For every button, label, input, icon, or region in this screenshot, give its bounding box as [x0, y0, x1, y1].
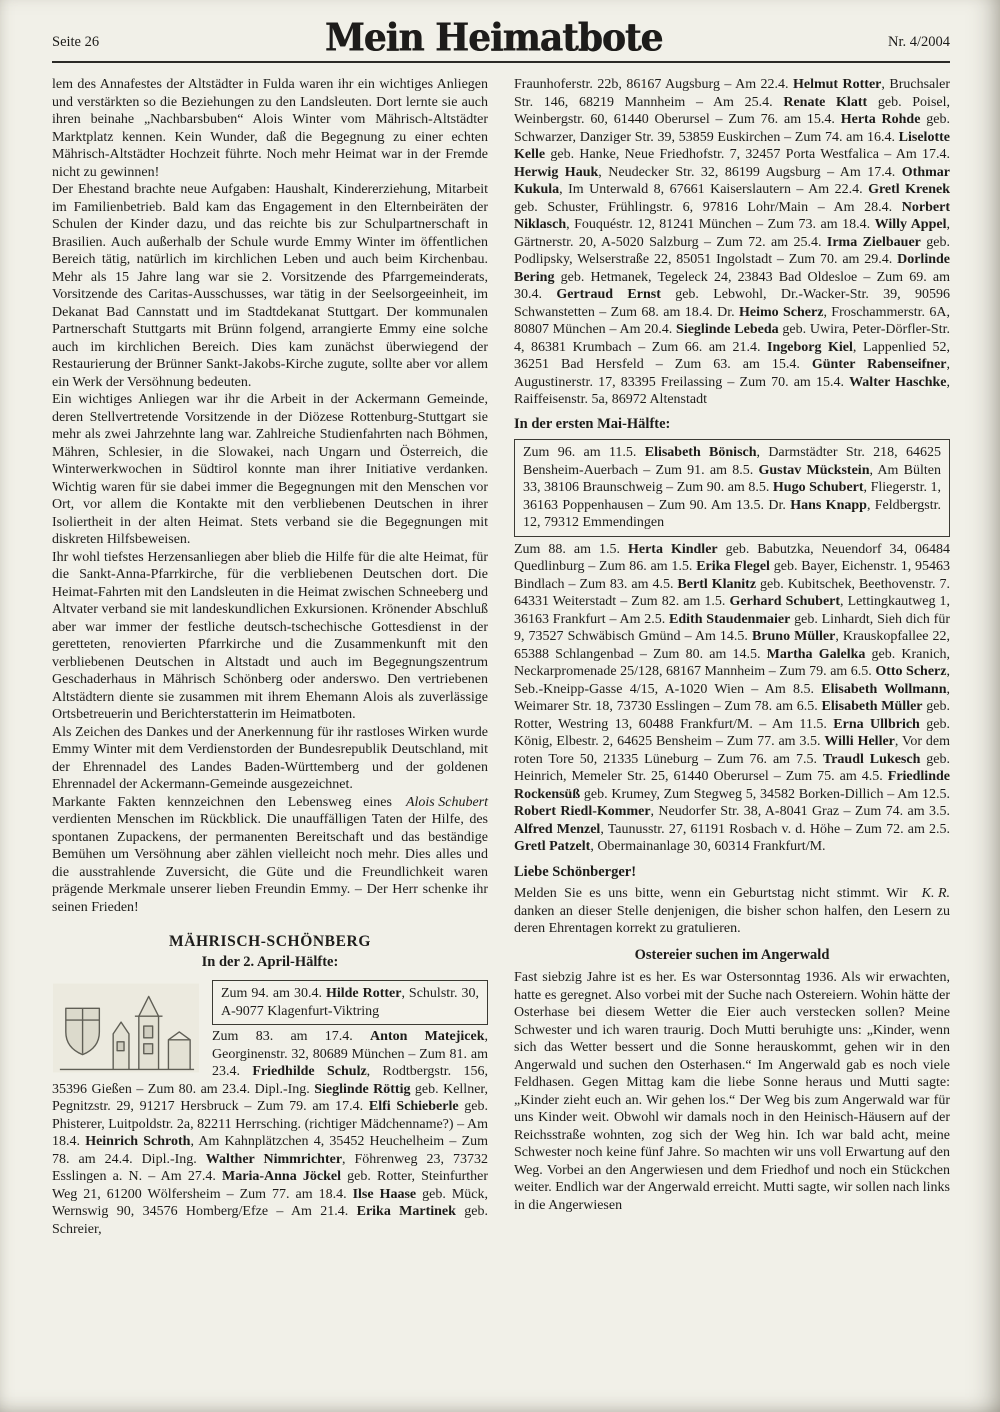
april-birthday-box — [212, 980, 488, 1025]
article-paragraph: lem des Annafestes der Altstädter in Fulda waren ihr ein wichtiges Anliegen und verstärkten so die Beziehungen zu den Landsleuten. Dort lernte sie auch ihren beinahe „Nachbarsbuben“ Alois Winter vom Mährisch-Altstädter Marktplatz kennen. Kein Wunder, daß die Begegnung zu einer echten Mährisch-Altstädter Hochzeit führte. Noch mehr Heimat war in der Fremde nicht zu gewinnen! — [52, 77, 488, 180]
april-subheading: In der 2. April-Hälfte: — [201, 953, 339, 970]
two-column-body — [52, 63, 950, 1238]
mai-entries: Zum 88. am 1.5. Herta Kindler geb. Babutzka, Neuendorf 34, 06484 Quedlinburg – Zum 86. am 1.5. Erika Flegel geb. Bayer, Eichenstr. 1, 95463 Bindlach – Zum 83. am 4.5. Bertl Klanitz geb. Kubitschek, Beethovenstr. 7. 64331 Weiterstadt – Zum 82. am 1.5. Gerhard Schubert, Lettingkautweg 1, 36163 Frankfurt – Am 2.5. Edith Staudenmaier geb. Linhardt, Sieh dich für 9, 73527 Schwäbisch Gmünd – Am 14.5. Bruno Müller, Krauskopfallee 22, 65388 Schlangenbad – Zum 80. am 14.5. Martha Galelka geb. Kranich, Neckarpromenade 25/128, 68167 Mannheim – Zum 79. am 6.5. Otto Scherz, Seb.-Kneipp-Gasse 4/15, A-1020 Wien – Am 8.5. Elisabeth Wollmann, Weimarer Str. 18, 73730 Esslingen – Zum 78. am 6.5. Elisabeth Müller geb. Rotter, Westring 13, 60488 Frankfurt/M. – Am 11.5. Erna Ullbrich geb. König, Elbestr. 2, 64625 Bensheim – Zum 77. am 3.5. Willi Heller, Vor dem roten Tore 50, 21335 Lüneburg – Zum 76. am 7.5. Traudl Lukesch geb. Heinrich, Memeler Str. 25, 61440 Oberursel – Zum 75. am 4.5. Friedlinde Rockensüß geb. Krumey, Zum Stegweg 5, 34582 Borken-Dillich – Am 12.5. Robert Riedl-Kommer, Neudorfer Str. 38, A-8041 Graz – Zum 74. am 3.5. Alfred Menzel, Taunusstr. 27, 61191 Rosbach v. d. Höhe – Zum 72. am 2.5. Gretl Patzelt, Obermainanlage 30, 60314 Frankfurt/M. — [514, 541, 951, 854]
mai-subheading: In der ersten Mai-Hälfte: — [514, 415, 671, 432]
notice-signature: K. R. — [921, 886, 950, 901]
april-box-entry: Zum 94. am 30.4. Hilde Rotter, Schulstr. 30, A-9077 Klagenfurt-Viktring — [221, 986, 480, 1019]
notice-paragraph — [514, 885, 950, 938]
crest-sketch-icon — [52, 982, 200, 1074]
april-entries-left: Zum 83. am 17.4. Anton Matejicek, Georginenstr. 32, 80689 München – Zum 81. am 23.4. Friedhilde Schulz, Rodtbergstr. 156, 35396 Gießen – Zum 80. am 23.4. Dipl.-Ing. Sieglinde Röttig geb. Kellner, Pegnitzstr. 29, 91217 Hersbruck – Zum 79. am 17.4. Elfi Schieberle geb. Phisterer, Luitpoldstr. 2a, 82211 Herrsching. (richtiger Mädchenname?) – Am 18.4. Heinrich Schroth, Am Kahnplätzchen 4, 35452 Heuchelheim – Zum 78. am 24.4. Dipl.-Ing. Walther Nimmrichter, Föhrenweg 23, 73732 Esslingen a. N. – Am 27.4. Maria-Anna Jöckel geb. Rotter, Steinfurther Weg 21, 61200 Wölfersheim – Zum 77. am 18.4. Ilse Haase geb. Mück, Wernswig 90, 34576 Homberg/Efze – Am 21.4. Erika Martinek geb. Schreier, — [52, 1029, 489, 1237]
right-column — [514, 76, 950, 1238]
page-header — [52, 15, 950, 63]
notice-text: Melden Sie es uns bitte, wenn ein Geburtstag nicht stimmt. Wir danken an dieser Stelle denjenigen, die bisher schon halfen, den Lesern zu deren Ehrentagen korrekt zu gratulieren. — [514, 886, 950, 936]
article-signature: Alois Schubert — [405, 794, 488, 810]
story-heading: Ostereier suchen im Angerwald — [634, 946, 830, 963]
masthead-title: Mein Heimatbote — [324, 15, 663, 61]
article-paragraph: Ein wichtiges Anliegen war ihr die Arbeit in der Ackermann Gemeinde, deren Stellvertretende Vorsitzende in der Diözese Rottenburg-Stuttgart sie mehr als zwei Jahrzehnte lang war. Zahlreiche Studienfahrten nach Böhmen, Mähren, Schlesier, in die Slowakei, nach Ungarn und Österreich, die Winterwerkwochen in Südtirol konnte man ihrer Initiative verdanken. Wichtig waren für sie dabei immer die Begegnungen mit den Menschen vor Ort, vor allem die Kontakte mit den verbliebenen Deutschen in ihrer Isoliertheit in der alten Heimat. Stets verband sie die Begegnungen mit diskreten Hilfsbeweisen. — [52, 392, 488, 547]
notice-heading: Liebe Schönberger! — [514, 863, 637, 880]
mai-box-entries: Zum 96. am 11.5. Elisabeth Bönisch, Darmstädter Str. 218, 64625 Bensheim-Auerbach – Zum 91. am 8.5. Gustav Mückstein, Am Bülten 33, 38106 Braunschweig – Zum 90. am 8.5. Hugo Schubert, Fliegerstr. 1, 36163 Poppenhausen – Zum 90. Am 13.5. Dr. Hans Knapp, Feldbergstr. 12, 79312 Emmendingen — [523, 445, 942, 530]
article-paragraph — [52, 794, 488, 917]
page-number: Seite 26 — [52, 33, 100, 50]
section-title-maehrisch-schoenberg: MÄHRISCH-SCHÖNBERG — [169, 933, 371, 950]
article-paragraph: Der Ehestand brachte neue Aufgaben: Haushalt, Kindererziehung, Mitarbeit im Familienbetrieb. Bald kam das Engagement in den Elternbeiräten der Schulen der Kinder dazu, und das reichte bis zur Schulpartnerschaft in Brasilien. Auch außerhalb der Schule wurde Emmy Winter im öffentlichen Bereich tätig, natürlich im kirchlichen Leben und auch beim Kirchenbau. Mehr als 15 Jahre lang war sie 2. Vorsitzende des Pfarrgemeinderats, Vorsitzende des Caritas-Ausschusses, war tätig in der Seelsorgeeinheit, im Dekanat Bad Cannstatt und im Stadtdekanat Stuttgart. Der kommunalen Partnerschaft Stuttgarts mit Brünn folgend, arrangierte Emmy eine solche auch im kirchlichen Bereich. Dies kam zunächst überwiegend der Restaurierung der Brünner Sankt-Jakobs-Kirche zugute, sollte aber vor allem ein Werk der Versöhnung bedeuten. — [52, 182, 488, 390]
mai-birthday-box — [514, 439, 950, 537]
town-crest-illustration — [52, 982, 200, 1074]
article-paragraph: Als Zeichen des Dankes und der Anerkennung für ihr rastloses Wirken wurde Emmy Winter mit dem Verdienstorden der Bundesrepublik Deutschland, mit der Ehrennadel des Landes Baden-Württemberg und der goldenen Ehrennadel der Ackermann-Gemeinde ausgezeichnet. — [52, 724, 488, 792]
issue-number: Nr. 4/2004 — [887, 33, 950, 50]
story-paragraph: Fast siebzig Jahre ist es her. Es war Ostersonntag 1936. Als wir erwachten, hatte es geregnet. Also vorbei mit der Suche nach Ostereiern. Wohin hätte der Osterhase bei diesem Wetter die Eier auch verstecken sollen? Meine Schwester und ich waren traurig. Doch Mutti beruhigte uns: „Kinder, wenn sich das Wetter bessert und die Sonne herauskommt, gehen wir in den Angerwald und suchen den Osterhasen.“ Im Angerwald gab es noch viele Feldhasen. Gegen Mittag kam die liebe Sonne heraus und Mutti sagte: „Kinder zieht euch an. Wir gehen los.“ Der Weg bis zum Angerwald war für uns Kinder weit. Obwohl wir damals noch in den Heinisch-Häusern auf der Reichsstraße wohnten, zog sich der Weg hin. Ich war bald acht, meine Schwester noch keine fünf Jahre. So machten wir uns voll Erwartung auf den Weg. Vorbei an den Angerwiesen und dem Friedhof und noch ein Stückchen weiter. Endlich war der Angerwald erreicht. Mutti sagte, wir sollen nach links in die Angerwiesen — [514, 970, 950, 1213]
april-entries-right: Fraunhoferstr. 22b, 86167 Augsburg – Am 22.4. Helmut Rotter, Bruchsaler Str. 146, 68219 Mannheim – Am 25.4. Renate Klatt geb. Poisel, Weinbergstr. 60, 61440 Oberursel – Zum 76. am 15.4. Herta Rohde geb. Schwarzer, Danziger Str. 39, 53859 Euskirchen – Zum 74. am 16.4. Liselotte Kelle geb. Hanke, Neue Friedhofstr. 7, 32457 Porta Westfalica – Am 17.4. Herwig Hauk, Neudecker Str. 32, 86199 Augsburg – Am 17.4. Othmar Kukula, Im Unterwald 8, 67661 Kaiserslautern – Am 22.4. Gretl Krenek geb. Schuster, Frühlingstr. 6, 97816 Lohr/Main – Am 28.4. Norbert Niklasch, Fouquéstr. 12, 81241 München – Zum 73. am 18.4. Willy Appel, Gärtnerstr. 20, A-5020 Salzburg – Zum 72. am 25.4. Irma Zielbauer geb. Podlipsky, Welserstraße 22, 85051 Ingolstadt – Zum 70. am 29.4. Dorlinde Bering geb. Hetmanek, Tegeleck 24, 23843 Bad Oldesloe – Zum 69. am 30.4. Gertraud Ernst geb. Lebwohl, Dr.-Wacker-Str. 39, 90596 Schwanstetten – Zum 68. am 18.4. Dr. Heimo Scherz, Froschammerstr. 6A, 80807 München – Am 20.4. Sieglinde Lebeda geb. Uwira, Peter-Dörfler-Str. 4, 86381 Krumbach – Zum 66. am 21.4. Ingeborg Kiel, Lappenlied 52, 36251 Bad Hersfeld – Zum 63. am 15.4. Günter Rabenseifner, Augustinerstr. 17, 83395 Freilassing – Zum 70. am 15.4. Walter Haschke, Raiffeisenstr. 5a, 86972 Altenstadt — [514, 77, 951, 407]
april-block — [52, 980, 488, 1238]
article-paragraph: Ihr wohl tiefstes Herzensanliegen aber blieb die Hilfe für die alte Heimat, für die Sankt-Anna-Pfarrkirche, für die verbliebenen Deutschen dort. Die Heimat-Fahrten mit den Landsleuten in die Heimat zwischen Schneeberg und Altvater verband sie mit landeskundlichen Exkursionen. Krönender Abschluß aber war immer der festliche deutsch-tschechische Gottesdienst in der geretteten, renovierten Pfarrkirche und die Zusammenkunft mit den verbliebenen Deutschen in Altstadt und auch im Begegnungszentrum Geschaderhaus in Mährisch Schönberg oder anderswo. Den vertriebenen Altstädtern diente sie zusammen mit ihrem Ehemann Alois als zuverlässige Ortsbetreuerin und Berichterstatterin im Heimatboten. — [52, 549, 488, 722]
article-paragraph-text: Markante Fakten kennzeichnen den Lebensweg eines verdienten Menschen im Rückblick. Die unauffälligen Taten der Hilfe, des spontanen Zupackens, der permanenten Bereitschaft und das beständige Bemühen um Versöhnung aber zählen vielleicht noch mehr. Dies alles und die ausstrahlende Zuversicht, die Güte und die Freundlichkeit waren prägende Merkmale unserer lieben Freundin Emmy. – Der Herr schenke ihr seinen Frieden! — [52, 794, 488, 915]
left-column — [52, 76, 488, 1238]
